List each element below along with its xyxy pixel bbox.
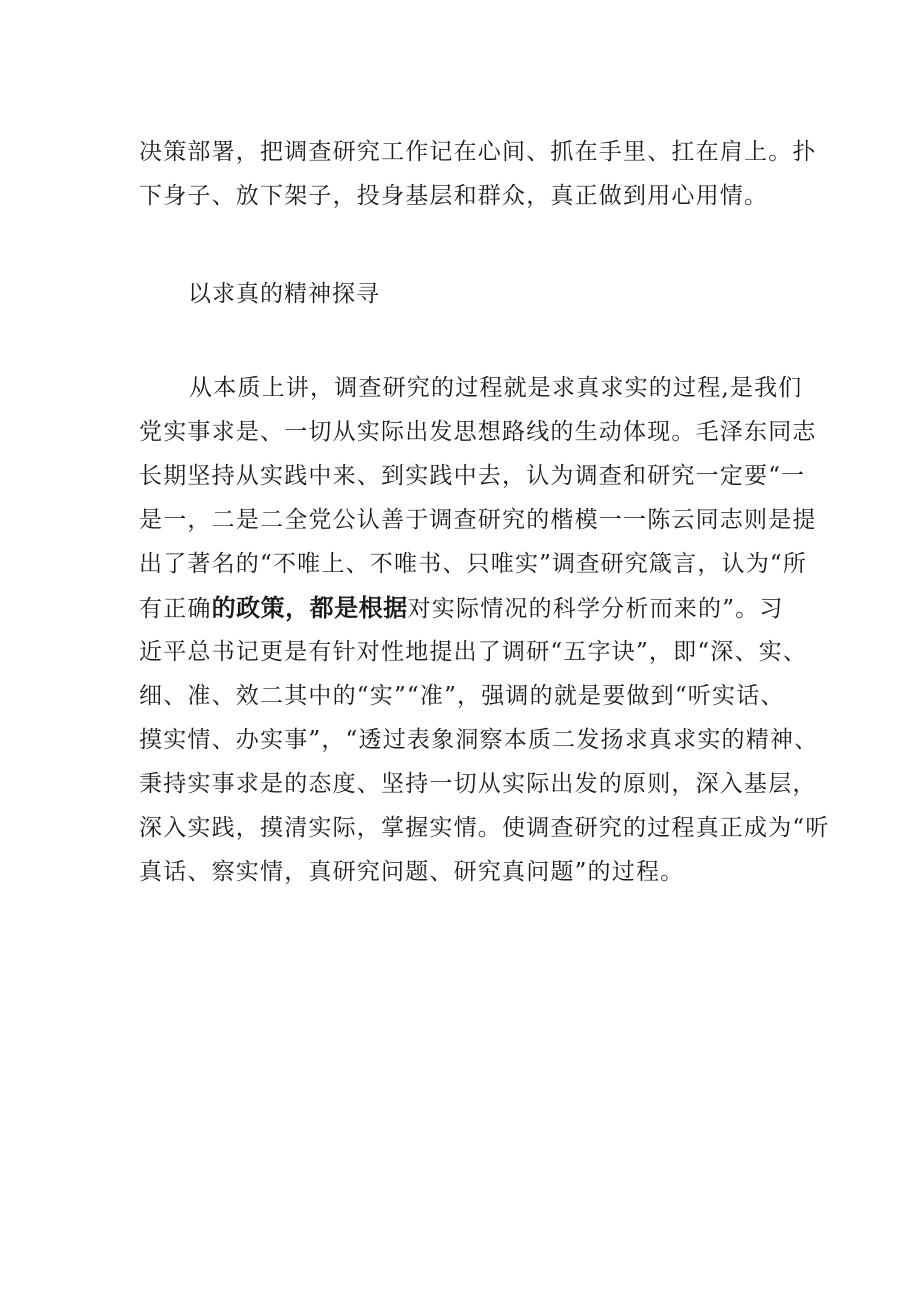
paragraph-1-line-2: 下身子、放下架子，投身基层和群众，真正做到用心用情。 <box>139 183 769 209</box>
paragraph-2-line-2: 党实事求是、一切从实际出发思想路线的生动体现。毛泽东同志 <box>139 419 817 445</box>
paragraph-2-line-1: 从本质上讲，调查研究的过程就是求真求实的过程,是我们 <box>189 375 803 401</box>
paragraph-2-line-5: 出了著名的“不唯上、不唯书、只唯实”调查研究箴言，认为“所 <box>139 551 808 577</box>
line-6-end: 对实际情况的科学分析而来的”。习 <box>407 596 784 622</box>
paragraph-2-line-7: 近平总书记更是有针对性地提出了调研“五字诀”，即“深、实、 <box>139 639 808 665</box>
line-6-start: 有正确 <box>139 596 212 622</box>
paragraph-2-line-12: 真话、察实情，真研究问题、研究真问题”的过程。 <box>139 859 685 885</box>
paragraph-2-line-10: 秉持实事求是的态度、坚持一切从实际出发的原则，深入基层， <box>139 771 817 797</box>
section-heading: 以求真的精神探寻 <box>188 281 380 307</box>
paragraph-2-line-4: 是一，二是二全党公认善于调查研究的楷模一一陈云同志则是提 <box>139 507 817 533</box>
paragraph-2-line-8: 细、准、效二其中的“实”“准”，强调的就是要做到“听实话、 <box>139 683 785 709</box>
bold-phrase: 的政策，都是根据 <box>211 594 408 622</box>
paragraph-2-line-6 <box>139 593 784 624</box>
paragraph-1-line-1: 决策部署，把调查研究工作记在心间、抓在手里、扛在肩上。扑 <box>139 139 817 165</box>
paragraph-2-line-9: 摸实情、办实事”，“透过表象洞察本质二发扬求真求实的精神、 <box>139 727 819 753</box>
paragraph-2-line-3: 长期坚持从实践中来、到实践中去，认为调查和研究一定要“一 <box>139 463 806 489</box>
paragraph-2-line-11: 深入实践，摸清实际，掌握实情。使调查研究的过程真正成为“听 <box>139 815 830 841</box>
